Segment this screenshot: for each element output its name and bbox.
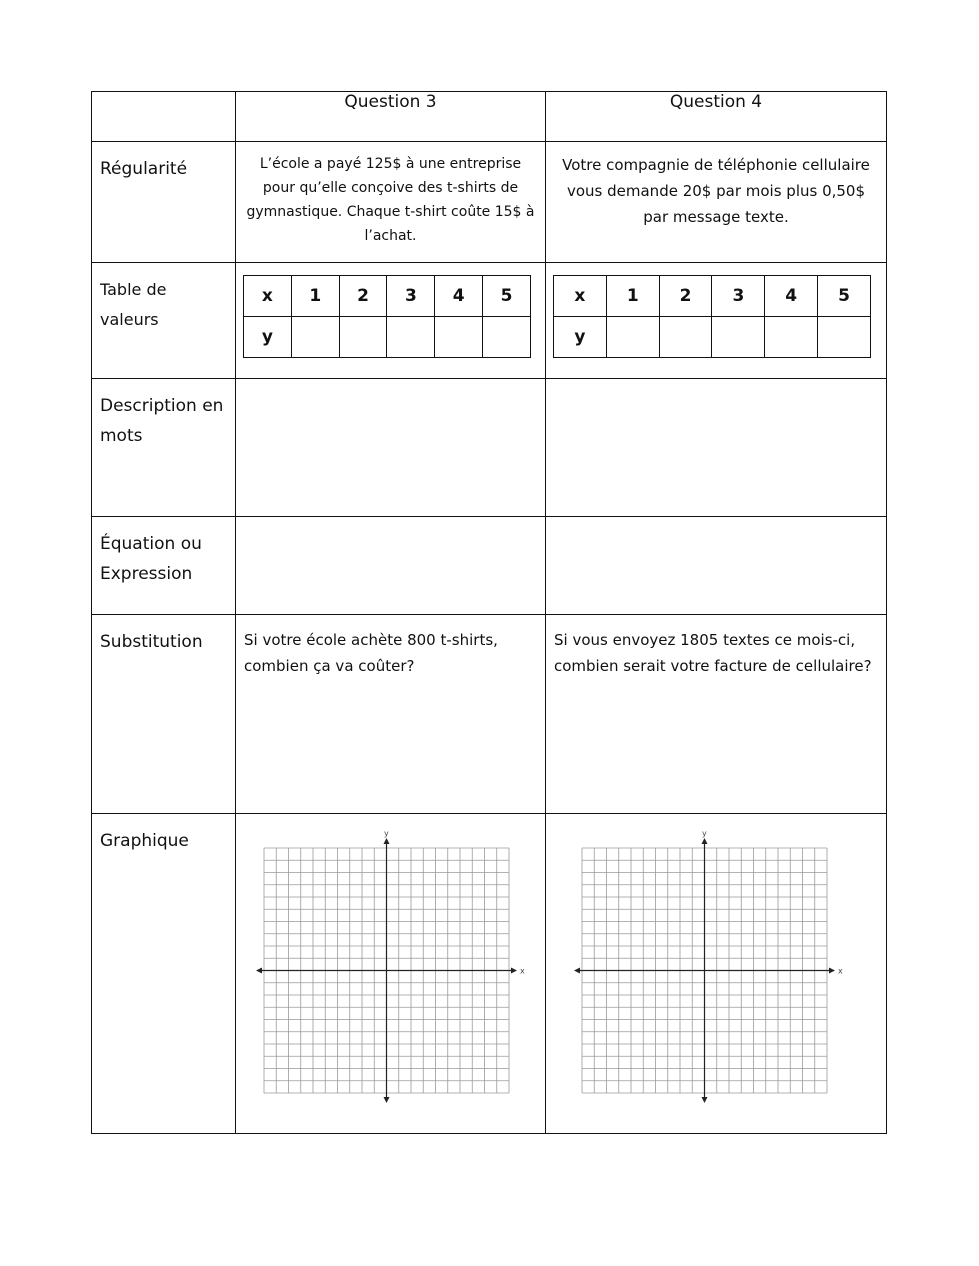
table-de-valeurs-label: Table de valeurs (100, 280, 167, 329)
regularite-label: Régularité (100, 159, 188, 179)
q3-coordinate-grid[interactable] (254, 829, 534, 1111)
q3-y-cell[interactable] (483, 317, 531, 358)
q3-y-cell[interactable] (387, 317, 435, 358)
q3-y-cell[interactable] (291, 317, 339, 358)
substitution-label: Substitution (100, 632, 203, 652)
graphique-row (92, 814, 887, 1134)
worksheet-table (91, 91, 887, 1134)
q3-equation-answer[interactable] (236, 517, 546, 615)
q4-value-table (553, 275, 871, 358)
x-axis-left-arrow (256, 968, 262, 974)
equation-label: Équation ou Expression (100, 534, 202, 584)
q3-value-table (243, 275, 531, 358)
table-de-valeurs-row (92, 263, 887, 379)
q4-y-cell[interactable] (818, 317, 871, 358)
regularite-row (92, 142, 887, 263)
q4-description-answer[interactable] (546, 379, 887, 517)
q3-y-header: y (244, 317, 292, 358)
header-empty-cell (92, 92, 236, 142)
q3-x-value: 1 (291, 276, 339, 317)
q4-x-row (554, 276, 871, 317)
q4-equation-answer[interactable] (546, 517, 887, 615)
q3-substitution-answer[interactable] (236, 615, 546, 814)
x-axis-right-arrow (511, 968, 517, 974)
y-axis-up-arrow (702, 838, 708, 844)
x-axis-label: x (520, 966, 525, 976)
q3-description-answer[interactable] (236, 379, 546, 517)
q3-y-cell[interactable] (435, 317, 483, 358)
q3-y-row (244, 317, 531, 358)
q4-x-value: 2 (659, 276, 712, 317)
q3-x-value: 5 (483, 276, 531, 317)
q4-coordinate-grid[interactable] (572, 829, 852, 1111)
q4-x-value: 4 (765, 276, 818, 317)
y-axis-down-arrow (384, 1097, 390, 1103)
q4-y-cell[interactable] (712, 317, 765, 358)
q3-substitution-question: Si votre école achète 800 t-shirts, combien ça va coûter? (244, 631, 498, 675)
q4-x-value: 1 (606, 276, 659, 317)
q4-regularite-text: Votre compagnie de téléphonie cellulaire vous demande 20$ par mois plus 0,50$ par message texte. (562, 156, 870, 226)
description-row (92, 379, 887, 517)
q4-x-header: x (554, 276, 607, 317)
q3-x-value: 3 (387, 276, 435, 317)
graphique-label: Graphique (100, 831, 189, 851)
description-label: Description en mots (100, 396, 224, 446)
q4-y-header: y (554, 317, 607, 358)
q4-substitution-question: Si vous envoyez 1805 textes ce mois-ci, combien serait votre facture de cellulaire? (554, 631, 872, 675)
q3-regularite-text: L’école a payé 125$ à une entreprise pour qu’elle conçoive des t-shirts de gymnastique. Chaque t-shirt coûte 15$ à l’achat. (246, 156, 535, 244)
x-axis-label: x (838, 966, 843, 976)
x-axis-left-arrow (574, 968, 580, 974)
q4-substitution-answer[interactable] (546, 615, 887, 814)
equation-row (92, 517, 887, 615)
q3-x-value: 4 (435, 276, 483, 317)
substitution-row (92, 615, 887, 814)
y-axis-label: y (702, 829, 707, 838)
q3-x-row (244, 276, 531, 317)
header-question-3: Question 3 (236, 92, 546, 142)
q3-y-cell[interactable] (339, 317, 387, 358)
header-question-4: Question 4 (546, 92, 887, 142)
q4-x-value: 3 (712, 276, 765, 317)
q3-x-header: x (244, 276, 292, 317)
y-axis-down-arrow (702, 1097, 708, 1103)
q3-x-value: 2 (339, 276, 387, 317)
x-axis-right-arrow (829, 968, 835, 974)
header-row (92, 92, 887, 142)
q4-y-cell[interactable] (765, 317, 818, 358)
y-axis-up-arrow (384, 838, 390, 844)
q4-y-cell[interactable] (659, 317, 712, 358)
q4-y-row (554, 317, 871, 358)
y-axis-label: y (384, 829, 389, 838)
q4-y-cell[interactable] (606, 317, 659, 358)
q4-x-value: 5 (818, 276, 871, 317)
worksheet (91, 91, 886, 1140)
